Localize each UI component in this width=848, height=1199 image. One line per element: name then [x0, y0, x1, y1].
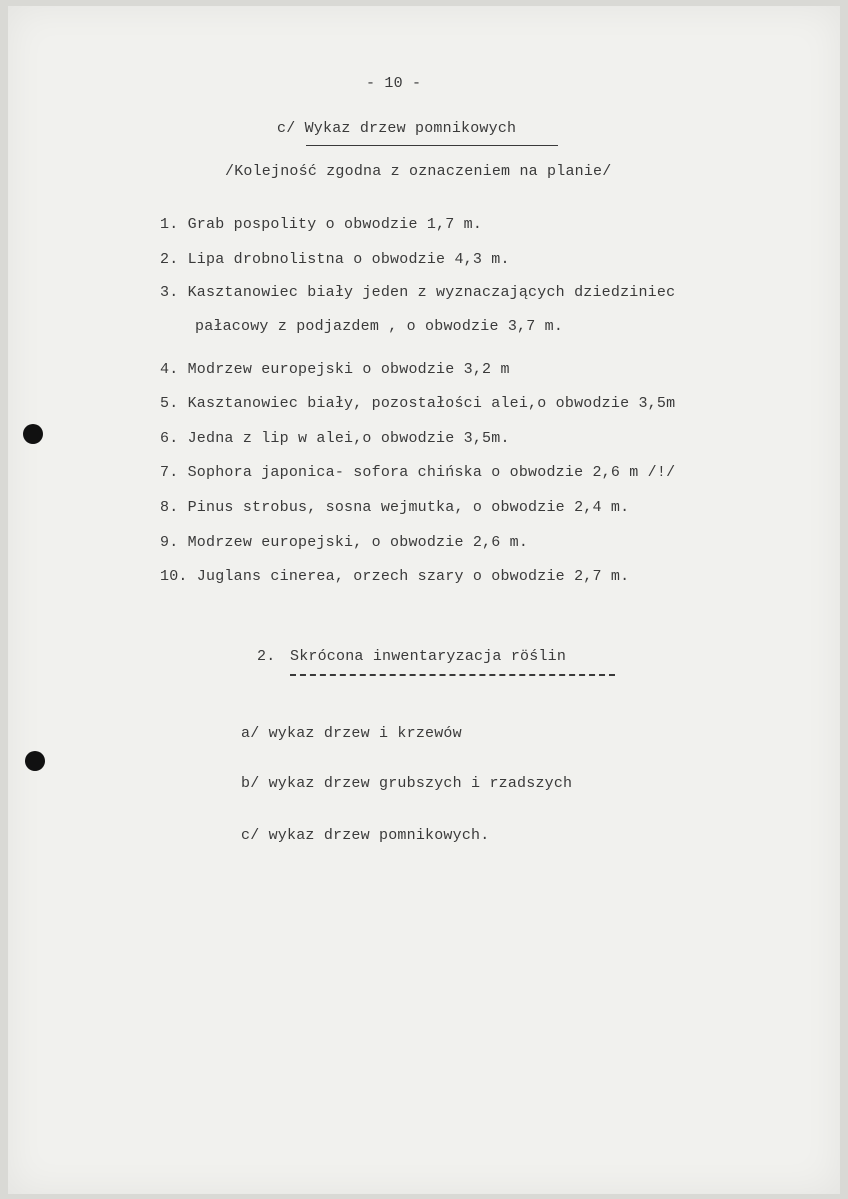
punch-hole-top — [23, 424, 43, 444]
section-2-title-underline — [290, 674, 615, 676]
sublist-item: c/ wykaz drzew pomnikowych. — [241, 827, 490, 844]
section-c-subtitle: /Kolejność zgodna z oznaczeniem na planie/ — [225, 163, 612, 180]
list-item: 8. Pinus strobus, sosna wejmutka, o obwodzie 2,4 m. — [160, 499, 630, 516]
list-item: 1. Grab pospolity o obwodzie 1,7 m. — [160, 216, 483, 233]
section-2-title: Skrócona inwentaryzacja röślin — [290, 648, 567, 665]
sublist-item: b/ wykaz drzew grubszych i rzadszych — [241, 775, 573, 792]
list-item-continuation: pałacowy z podjazdem , o obwodzie 3,7 m. — [195, 318, 564, 335]
list-item: 10. Juglans cinerea, orzech szary o obwodzie 2,7 m. — [160, 568, 630, 585]
page-number: - 10 - — [366, 75, 422, 92]
list-item: 4. Modrzew europejski o obwodzie 3,2 m — [160, 361, 510, 378]
punch-hole-bottom — [25, 751, 45, 771]
section-c-title-underline — [306, 145, 558, 146]
sublist-item: a/ wykaz drzew i krzewów — [241, 725, 462, 742]
list-item: 2. Lipa drobnolistna o obwodzie 4,3 m. — [160, 251, 510, 268]
list-item: 7. Sophora japonica- sofora chińska o obwodzie 2,6 m /!/ — [160, 464, 676, 481]
list-item: 6. Jedna z lip w alei,o obwodzie 3,5m. — [160, 430, 510, 447]
list-item: 3. Kasztanowiec biały jeden z wyznaczających dziedziniec — [160, 284, 676, 301]
section-2-number: 2. — [257, 648, 276, 665]
list-item: 5. Kasztanowiec biały, pozostałości alei,o obwodzie 3,5m — [160, 395, 676, 412]
section-c-title: c/ Wykaz drzew pomnikowych — [277, 120, 517, 137]
document-page — [8, 6, 840, 1194]
list-item: 9. Modrzew europejski, o obwodzie 2,6 m. — [160, 534, 529, 551]
